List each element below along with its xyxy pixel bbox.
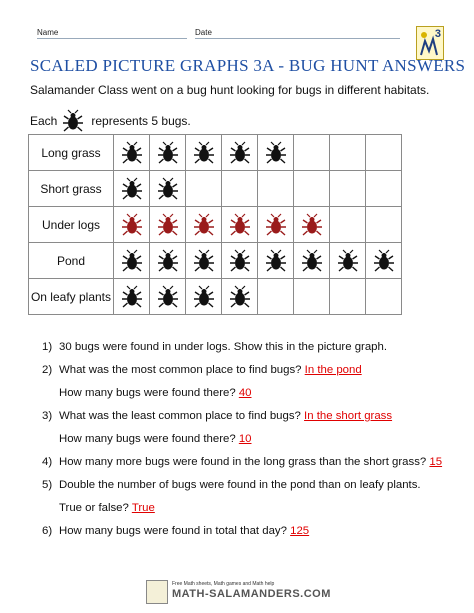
graph-cell [330,243,366,279]
beetle-icon [192,285,216,309]
beetle-icon [192,213,216,237]
graph-cell [294,207,330,243]
graph-row [29,135,402,171]
beetle-icon [300,213,324,237]
beetle-icon [192,249,216,273]
graph-cell [222,279,258,315]
graph-cell [258,207,294,243]
beetle-icon [228,213,252,237]
question-number: 2) [42,364,53,376]
question-text: How many bugs were found there? [59,387,236,399]
question-text: How many bugs were found in total that day? [59,525,287,537]
beetle-icon [192,141,216,165]
question-item [42,387,442,410]
graph-cell [294,279,330,315]
question-item [42,410,442,433]
footer-logo-icon [146,580,168,604]
graph-cell [222,135,258,171]
graph-cell [150,207,186,243]
beetle-icon [120,285,144,309]
graph-cell [330,207,366,243]
graph-cell [114,171,150,207]
graph-cell [366,135,402,171]
question-text: What was the least common place to find bugs? [59,410,301,422]
beetle-icon [264,141,288,165]
beetle-icon [120,177,144,201]
graph-cell [114,207,150,243]
answer-text: 10 [238,433,252,445]
graph-cell [294,171,330,207]
beetle-icon [300,249,324,273]
grade-number: 3 [434,28,441,40]
beetle-icon [120,213,144,237]
graph-cell [330,135,366,171]
graph-row [29,243,402,279]
graph-cell [258,279,294,315]
question-text: Double the number of bugs were found in the pond than on leafy plants. [59,479,421,491]
graph-key [30,109,191,133]
graph-row [29,207,402,243]
footer-tagline: Free Math sheets, Math games and Math help [172,581,275,587]
habitat-label: On leafy plants [29,279,114,315]
graph-cell [186,135,222,171]
beetle-icon [156,285,180,309]
beetle-icon [228,141,252,165]
graph-cell [294,243,330,279]
graph-cell [186,243,222,279]
habitat-label: Short grass [29,171,114,207]
answer-text: 15 [429,456,443,468]
question-number: 6) [42,525,53,537]
beetle-icon [264,213,288,237]
beetle-icon [156,177,180,201]
graph-cell [330,279,366,315]
beetle-icon [156,249,180,273]
graph-cell [150,279,186,315]
name-line [37,38,187,39]
habitat-label: Pond [29,243,114,279]
question-text: 30 bugs were found in under logs. Show this in the picture graph. [59,341,388,353]
habitat-label: Long grass [29,135,114,171]
beetle-icon [264,249,288,273]
question-text: True or false? [59,502,129,514]
question-item [42,456,442,479]
graph-cell [114,279,150,315]
answer-text: True [131,502,155,514]
graph-cell [114,243,150,279]
date-line [195,38,400,39]
math-salamanders-logo [416,26,444,60]
beetle-icon [372,249,396,273]
graph-cell [366,171,402,207]
beetle-icon [156,141,180,165]
date-label: Date [195,28,212,37]
graph-cell [366,279,402,315]
beetle-icon [120,141,144,165]
question-item [42,479,442,502]
question-number: 4) [42,456,53,468]
beetle-icon [61,109,85,133]
key-suffix: represents 5 bugs. [91,114,191,128]
picture-graph [28,134,402,315]
beetle-icon [336,249,360,273]
graph-cell [330,171,366,207]
graph-row [29,171,402,207]
answer-text: 40 [238,387,252,399]
question-text: What was the most common place to find bugs? [59,364,302,376]
beetle-icon [120,249,144,273]
answer-text: In the short grass [304,410,393,422]
question-number: 5) [42,479,53,491]
footer-site: MATH-SALAMANDERS.COM [172,588,331,600]
site-footer [146,580,340,604]
graph-cell [222,171,258,207]
question-number: 3) [42,410,53,422]
graph-cell [114,135,150,171]
key-prefix: Each [30,114,58,128]
beetle-icon [156,213,180,237]
question-item [42,364,442,387]
question-item [42,502,442,525]
graph-cell [258,135,294,171]
question-item [42,433,442,456]
question-list [42,341,442,548]
graph-cell [294,135,330,171]
graph-cell [186,207,222,243]
graph-cell [150,135,186,171]
answer-text: 125 [290,525,310,537]
graph-cell [222,207,258,243]
question-text: How many bugs were found there? [59,433,236,445]
graph-cell [366,207,402,243]
graph-cell [186,171,222,207]
intro-text: Salamander Class went on a bug hunt looking for bugs in different habitats. [30,83,430,97]
graph-cell [222,243,258,279]
graph-cell [150,171,186,207]
graph-cell [186,279,222,315]
graph-cell [258,171,294,207]
graph-cell [150,243,186,279]
question-text: How many more bugs were found in the long grass than the short grass? [59,456,427,468]
question-item [42,341,442,364]
page-title: SCALED PICTURE GRAPHS 3A - BUG HUNT ANSWERS [30,56,466,75]
answer-text: In the pond [304,364,362,376]
question-number: 1) [42,341,53,353]
graph-cell [258,243,294,279]
habitat-label: Under logs [29,207,114,243]
beetle-icon [228,285,252,309]
graph-cell [366,243,402,279]
beetle-icon [228,249,252,273]
name-label: Name [37,28,59,37]
graph-row [29,279,402,315]
question-item [42,525,442,548]
